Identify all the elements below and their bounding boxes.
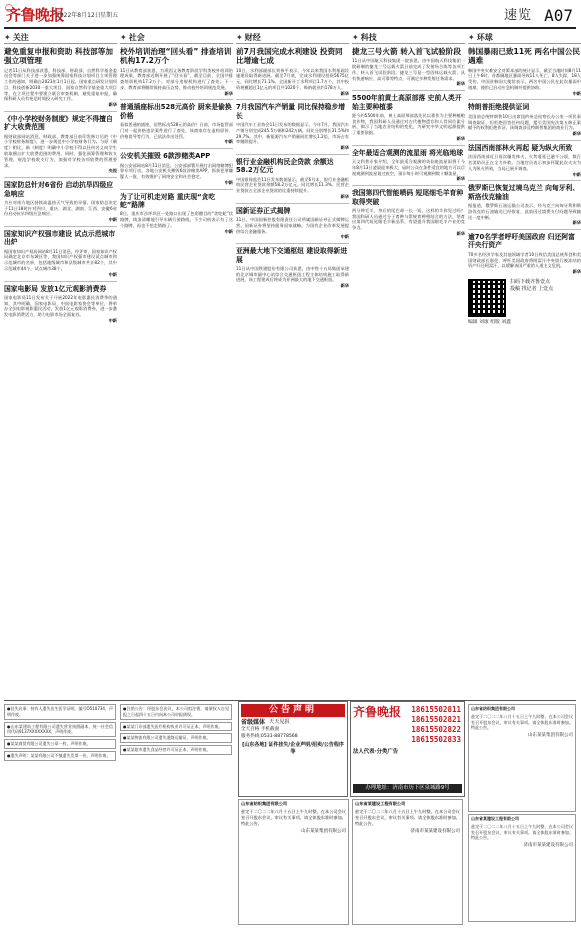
column-header — [4, 32, 117, 44]
article[interactable] — [4, 181, 117, 223]
column-title: 科技 — [360, 32, 377, 42]
article[interactable] — [4, 230, 117, 278]
article-source: 中新 — [108, 271, 117, 277]
divider — [352, 90, 465, 91]
divider — [236, 203, 349, 204]
article-source: 新华 — [108, 102, 117, 108]
article-body: 11日从中国航天科技集团一院获悉，由中国航天科技集团一院研制的捷龙三号运载火箭日前完成了发射场合练等各项工作，转入首飞试验阶段。捷龙三号是一型固体运载火箭，具有快速响应、高可靠等特点，可满足多种发射任务需求。 — [352, 58, 465, 81]
article-body: 70多名经济学家及其他领域学者10日致信美国总统拜登和美国财政部长耶伦，呼吁美国政府将阿富汗中央银行被冻结的资产归还阿富汗，以缓解该国严重的人道主义危机。 — [468, 251, 581, 269]
issue-weekday: 星期五 — [100, 12, 119, 19]
article[interactable] — [120, 152, 233, 185]
divider — [352, 185, 465, 186]
article-headline: 7月我国汽车产销量 同比保持稳步增长 — [236, 103, 346, 120]
classified-item: ●挂失启事：持有人遗失出生医学证明，编号O510734，声明作废。 — [4, 704, 116, 720]
notice-title: 山东省纺织集团有限公司 — [241, 801, 288, 806]
column-header — [120, 32, 233, 44]
divider — [236, 99, 349, 100]
classifieds-section — [4, 700, 576, 930]
company-notice — [352, 799, 463, 925]
divider — [468, 229, 581, 230]
article-source: 新华 — [572, 269, 581, 275]
article-headline: 国新证券正式揭牌 — [236, 206, 291, 215]
promo-services: [山东各地] 证件挂失/企业声明/招卖/公告程序等 — [242, 741, 344, 755]
divider — [120, 189, 233, 190]
article-body: 据公安部网站8月11日消息，公安部部署开展打击网络赌博犯罪专项行动，各地公安机关摧毁6款涉赌类APP，抓获犯罪嫌疑人一批，有效维护了网络安全和社会稳定。 — [120, 162, 233, 180]
ad-phone[interactable]: 18615502822 — [411, 724, 461, 734]
column-technology — [352, 32, 465, 240]
classified-item: ●遗失声明：某某有限公司不慎遗失发票一份，声明作废。 — [4, 751, 116, 761]
divider — [4, 281, 117, 282]
promo-media-tag: 天天见报 — [269, 719, 290, 725]
pin-icon: ✦ — [468, 32, 475, 42]
article-headline: 校外培训治理“回头看” 排查培训机构17.2万个 — [120, 47, 232, 66]
article-source: 新华 — [340, 283, 349, 289]
ad-phone[interactable]: 18615502833 — [411, 734, 461, 744]
ad-address: 办理地址：济南市历下区泉城路9号 — [353, 784, 462, 793]
article[interactable] — [120, 193, 233, 235]
column-title: 财经 — [244, 32, 261, 42]
article-source: 中新 — [108, 217, 117, 223]
newspaper-logo: 齐鲁晚报 — [6, 6, 65, 24]
article-source: 中新 — [224, 228, 233, 234]
divider — [4, 177, 117, 178]
classified-item: ●某某门诊部遗失医疗机构执业许可证正本，声明作废。 — [120, 722, 232, 732]
article-body: 11日，中国国新控股有限责任公司所属国新证券正式揭牌运营。国新证券将坚持服务国家战略，为国有企业改革发展提供综合金融服务。 — [236, 217, 349, 234]
divider — [236, 243, 349, 244]
article-body: 据报道，俄罗斯石油运输公司表示，经乌克兰向匈牙利和斯洛伐克的石油输送已经恢复，此前因过境费支付问题导致输送一度中断。 — [468, 202, 581, 220]
article-headline: 全年最适合观测的流星雨 将光临地球 — [352, 148, 464, 157]
column-title: 关注 — [12, 32, 29, 42]
classified-item: ●某某商贸有限公司遗失公章一枚，声明作废。 — [4, 739, 116, 749]
article-headline: 法国西南部林火再起 疑为纵火所致 — [468, 143, 573, 152]
article-source: 新华 — [572, 131, 581, 137]
article-source: 新华 — [456, 135, 465, 141]
company-notice-col — [352, 799, 463, 927]
article-headline: 避免重复申报和资助 科技部等加强立项管理 — [4, 47, 113, 66]
promo-media-detail: 全天百格 手机截面 — [241, 727, 280, 733]
ad-logo: 齐鲁晚报 — [353, 705, 402, 719]
article-source: 中新 — [572, 171, 581, 177]
article-source: 中新 — [224, 179, 233, 185]
article-source: 新华 — [572, 220, 581, 226]
article-source: 新华 — [340, 193, 349, 199]
column-title: 社会 — [128, 32, 145, 42]
article-body: 韩国中央灾难安全对策本部的统计显示，截至当地时间8月11日上午6时，首都圈地区暴雨导致11人死亡，8人失踪，18人受伤。中国驻韩国大使馆表示，两名中国公民在此次暴雨中遇难，使馆已启动应急机制并提供协助。 — [468, 67, 581, 90]
notice-signer: 济南市某某建设有限公司 — [410, 829, 460, 835]
qr-code-icon[interactable] — [468, 279, 506, 317]
article-body: 距今约5500年前，黄土高原那部落先民以黍作为主要种植粮食作物，我国科研人员通过对古代植物遗存和人骨同位素分析，揭示了当地农业结构的变化，为研究中华文明起源提供了重要依据。 — [352, 112, 465, 136]
promo-title: 公告声明 — [241, 704, 345, 717]
notice-box — [468, 814, 576, 922]
article-headline: 捷龙三号火箭 转入首飞试验阶段 — [352, 47, 461, 56]
notices-column — [468, 701, 576, 924]
article-source: 新华 — [340, 90, 349, 96]
divider — [120, 99, 233, 100]
article-source: 央视 — [108, 168, 117, 174]
column-attention — [4, 32, 117, 327]
ad-phone-list — [411, 705, 461, 745]
article-source: 新华 — [224, 90, 233, 96]
notice-title: 山东省某建设工程有限公司 — [355, 801, 406, 806]
article[interactable] — [352, 189, 465, 237]
article-body: 中国银保监会11日发布数据显示，截至6月末，银行业金融机构民营企业贷款余额58.2万亿元，同比增长11.3%。民营企业贷款占全部企业贷款的比重持续提升。 — [236, 176, 349, 194]
article[interactable] — [468, 184, 581, 226]
notice-text: 兹定于二〇二二年八月十五日上午九时整，在本公司会议室召开股东会议，审议有关事项。请全体股东准时参加。特此公告。 — [355, 809, 460, 827]
classified-item: ●某某物流有限公司遗失道路运输证，声明作废。 — [120, 733, 232, 743]
article-body: 10日，水利部副部长刘伟平表示，今年以来我国水利基础设施建设取得新进展。截至7月底，完成水利建设投资5675亿元，同比增长71.1%。全国新开工水利项目1.7万个，其中投资规模超过1亿元的项目共1020个，吸纳就业约178万人。 — [236, 67, 349, 90]
notice-service-banner — [238, 701, 348, 797]
article-headline: 前7月我国完成水利建设 投资同比增逾七成 — [236, 47, 343, 66]
article-body: 天文科普专家介绍，全年最适合观测的英仙座流星雨将于今年8月13日凌晨迎来极大，届时公众在条件适宜的地方可以目视观测到流星划过夜空，预计每小时可观测到数十颗流星。 — [352, 159, 465, 176]
ad-services: 法人代表·分类广告 — [353, 748, 399, 755]
article-body: 11日从教育部获悉，为巩固义务教育阶段学科类校外培训治理成果，教育部近期开展了“回头看”，截至目前，全国共排查培训机构17.2万个，对部分违规机构进行了查处。下一步，教育部将继续保持高压态势，推动校外培训规范发展。 — [120, 67, 233, 90]
article[interactable] — [120, 47, 233, 96]
pin-icon: ✦ — [236, 32, 243, 42]
article-body: 8日，重庆市沙坪坝区一处路口出现了色彩醒目的“贪吃蛇”状路牌，线条清晰地引导车辆行驶路线，不少司机表示有了这个路牌，再也不怕走错路了。 — [120, 211, 233, 228]
article[interactable] — [4, 47, 117, 108]
divider — [4, 226, 117, 227]
article-headline: 普通插座标出528元高价 厨来是偷换价格 — [120, 103, 232, 120]
article-headline: 为了让可机走对路 重庆现“贪吃蛇”路牌 — [120, 192, 216, 209]
article-body: 国家电影局11日发布关于开展2022年电影惠民消费季的通知，其中明确，国家电影局、中国电影家协会等单位，将举办全国电影观影惠民活动，发放1亿元观影消费券，进一步激发电影消费活力，助力电影市场全面复苏。 — [4, 294, 117, 318]
article-body: 记者11日从科技部获悉，科技部、财政部、自然科学基金委员会等部门关于进一步加强统筹国家科技计划项目立项管理工作的通知，明确自2023年1月1日起，国家重点研发计划项目、科技创新2030一重大项目、国家自然科学基金重大项目等，在立项过程中要建立联合审查机制，避免重复申报，确保科研人员有充足时间投入研究工作。 — [4, 67, 117, 102]
article-body: 两分钟毛羊，身后的尾巴却一长一短，这样的羊你见过吗？我国科研人员通过分子育种与常规育种相结合的方法，培育出第四代短尾细毛羊新品系，有望提升我国细毛羊产业的竞争力。 — [352, 207, 465, 231]
article-source: 新华 — [456, 81, 465, 87]
divider — [4, 111, 117, 112]
pin-icon: ✦ — [352, 32, 359, 42]
article[interactable] — [352, 94, 465, 142]
section-title: 速览 — [503, 8, 532, 23]
article-body: 法国西南部近日再次爆发林火，火势蔓延已逾千公顷，数百名消防员正在全力扑救。当地官员表示初步怀疑此次火灾为人为纵火所致，当局已展开调查。 — [468, 154, 581, 171]
article-body: 看似普通的插座，居然标出528元的高价？日前，市场监管部门对一起价格违法案件进行了查处，该商家存在虚构原价、价格误导等行为，已依法作出处罚。 — [120, 122, 233, 139]
divider — [468, 180, 581, 181]
article-headline: 《中小学校财务制度》规定不得擅自扩大收费范围 — [4, 115, 113, 132]
article-headline: 俄罗斯已恢复过境乌克兰 向匈牙利、斯洛伐克输油 — [468, 184, 580, 201]
article-body: 11日从中国铁建股份有限公司获悉，由中铁十五局集团承建的北京城市副中心站综合交通枢纽工程主体结构施工取得新进展，该工程建成后将成为亚洲最大的地下交通枢纽。 — [236, 265, 349, 283]
notice-title: 山东省某建设工程有限公司 — [471, 816, 519, 821]
app-download-promo[interactable] — [468, 279, 581, 317]
column-title: 环球 — [476, 32, 493, 42]
article-source: 中新 — [224, 139, 233, 145]
notice-signer: 济南市某某建设有限公司 — [523, 843, 573, 849]
article[interactable] — [352, 149, 465, 182]
issue-date: 2022年8月12日 — [56, 12, 101, 19]
pin-icon: ✦ — [4, 32, 11, 42]
article-source: 中新 — [340, 234, 349, 240]
classified-ad-contact — [350, 701, 465, 797]
ad-phone[interactable]: 18615502821 — [411, 714, 461, 724]
column-header — [236, 32, 349, 44]
notice-text: 兹定于二〇二二年八月十五日上午九时整，在本公司会议室召开股东会议，审议有关事项。请全体股东准时参加。特此公告。 — [471, 713, 573, 731]
column-finance — [236, 32, 349, 292]
classifieds-column — [120, 701, 232, 757]
article-body: 据国家知识产权局网站8月11日消息，经评审，国家知识产权局确定北京市东城区等，我国知识产权强市建设试点城市和示范城市的名单，包括地级城市和县级城市共计82个，其中示范城市44个，试点城市38个。 — [4, 248, 117, 271]
article-headline: 亚洲最大地下交通枢纽 建设取得新进展 — [236, 247, 348, 264]
article[interactable] — [236, 207, 349, 240]
ad-phone[interactable]: 18615502811 — [411, 705, 461, 714]
article-source: 中新 — [108, 317, 117, 323]
article-headline: 韩国暴雨已致11死 两名中国公民遇难 — [468, 47, 580, 66]
divider — [352, 145, 465, 146]
classifieds-column — [4, 701, 116, 763]
divider — [468, 99, 581, 100]
editor-credits: 编辑 刘康 组版 刘鑫 — [468, 319, 511, 325]
article[interactable] — [468, 144, 581, 177]
divider — [120, 148, 233, 149]
notice-text: 兹定于二〇二二年八月十五日上午九时整，在本公司会议室召开股东会议，审议有关事项。请全体股东准时参加。特此公告。 — [241, 809, 346, 827]
classified-item: ●某某超市遗失食品经营许可证正本，声明作废。 — [120, 745, 232, 755]
masthead — [4, 3, 576, 29]
article[interactable] — [120, 103, 233, 145]
company-notice — [238, 799, 349, 925]
qr-caption-line2: 投稿 找记者 上壹点 — [510, 285, 554, 292]
article-headline: 公安机关摧毁 6款涉赌类APP — [120, 152, 211, 161]
article[interactable] — [236, 103, 349, 151]
notice-title: 山东省纺织集团有限公司 — [471, 706, 515, 711]
article[interactable] — [236, 47, 349, 96]
article-headline: 5500年前黄土高原部落 史前人类开始主要种植黍 — [352, 94, 462, 111]
column-header — [468, 32, 581, 44]
article-source: 新华 — [456, 176, 465, 182]
qr-caption — [510, 279, 553, 293]
article-source: 新华 — [456, 231, 465, 236]
article-headline: 特朗普拒绝提供证词 — [468, 103, 530, 112]
article-source: 中新 — [572, 90, 581, 96]
article-body: 为应对南方地区持续高温热天气导致的旱情，国家防总决定于11日18时针对四川、重庆、湖北、湖南、江西、安徽6省份启动抗旱四级应急响应。 — [4, 199, 117, 217]
promo-media-label: 省级媒体 — [241, 719, 266, 726]
page-number: A07 — [544, 6, 573, 25]
notice-signer: 山东某某集团有限公司 — [528, 733, 573, 739]
article-headline: 逾70名学者呼吁美国政府 归还阿富汗央行资产 — [468, 233, 575, 250]
pin-icon: ✦ — [120, 32, 127, 42]
article[interactable] — [4, 285, 117, 324]
column-society — [120, 32, 233, 237]
company-notices — [238, 799, 465, 929]
notice-text: 兹定于二〇二二年八月十五日上午九时整，在本公司会议室召开股东会议，审议有关事项。请全体股东准时参加。特此公告。 — [471, 823, 573, 841]
article-body: 据财政部网站消息，财政部、教育部日前印发修订后的《中小学校财务制度》，进一步规范中小学校财务行为。与原《制度》相比，新《制度》明确中小学校不得以任何名义向学生收取擅自扩大收费范围的费用。同时，强化预算管理和收支管理，规范学校收支行为，加强对学校各项收费的管理要求。 — [4, 133, 117, 168]
column-world — [468, 32, 581, 327]
notice-box — [468, 704, 576, 812]
article[interactable] — [352, 47, 465, 87]
article-source: 新华 — [340, 145, 349, 151]
classified-item: ●山东某建筑工程有限公司遗失营业执照副本，统一社会信用代码9137XXXXXXXX，声明作废。 — [4, 722, 116, 738]
notice-signer: 山东某某集团有限公司 — [301, 829, 346, 835]
article[interactable] — [468, 103, 581, 136]
article[interactable] — [4, 115, 117, 174]
article-body: 中国汽车工业协会11日发布的数据显示，今年7月，我国汽车产销分别完成245.5万辆和242万辆，同比分别增长31.5%和29.7%。其中，新能源汽车产销量同比增长1.2倍，市场占有率继续提升。 — [236, 122, 349, 145]
promo-hotline: 服务热线:0531-88778568 — [241, 733, 298, 739]
article-headline: 银行业金融机构民企贷款 余额达58.2万亿元 — [236, 158, 334, 175]
divider — [468, 140, 581, 141]
divider — [236, 154, 349, 155]
article-headline: 我国第四代智能喷码 短尾细毛羊育种取得突破 — [352, 189, 464, 206]
classified-item: ●注销公告：经股东会决议，本公司拟注销，请债权人自见报之日起四十五日内向本公司申报债权。 — [120, 704, 232, 720]
article[interactable] — [236, 247, 349, 289]
article-headline: 国家知识产权强市建设 试点示范城市出炉 — [4, 229, 116, 247]
company-notice-col — [238, 799, 349, 927]
article-body: 美国前总统特朗普10日出席纽约州总检察长办公室一项民事调查取证，但拒绝回答任何问题，援引美国宪法第五修正案赋予的权利拒绝作证，该调查涉及特朗普集团的商业行为。 — [468, 113, 581, 131]
article[interactable] — [468, 47, 581, 96]
article[interactable] — [236, 158, 349, 200]
column-header — [352, 32, 465, 44]
qr-caption-line1: 扫码下载齐鲁壹点 — [510, 278, 551, 285]
article[interactable] — [468, 233, 581, 275]
article-headline: 国家防总针对6省份 启动抗旱四级应急响应 — [4, 181, 114, 198]
article-headline: 国家电影局 发放1亿元观影消费券 — [4, 284, 107, 293]
